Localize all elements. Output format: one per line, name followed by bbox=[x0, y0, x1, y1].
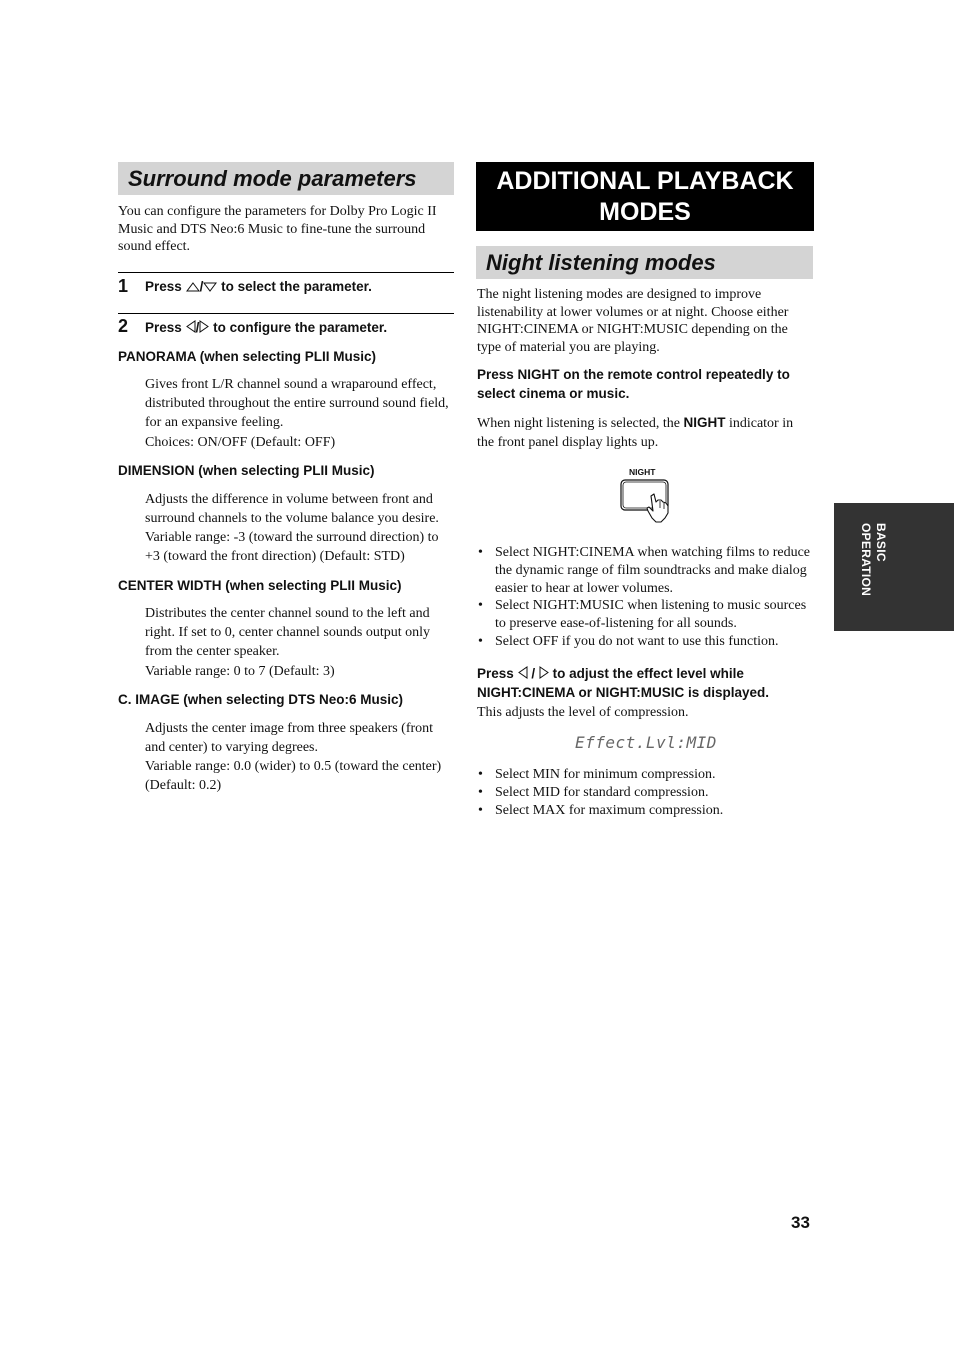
chapter-title-line2: MODES bbox=[599, 197, 691, 226]
step1-instruction bbox=[145, 278, 372, 296]
param-dimension-title: DIMENSION (when selecting PLII Music) bbox=[118, 463, 375, 478]
step2-sep: / bbox=[195, 320, 200, 335]
night-button-label: NIGHT bbox=[629, 467, 656, 477]
left-triangle-icon bbox=[186, 320, 196, 333]
param-center-width-range: Variable range: 0 to 7 (Default: 3) bbox=[145, 664, 335, 679]
step1-sep: / bbox=[199, 279, 204, 294]
effect-level-instruction bbox=[477, 665, 744, 683]
night-options-list bbox=[477, 544, 813, 651]
compression-note: This adjusts the level of compression. bbox=[477, 705, 689, 720]
list-item: • Select MAX for maximum compression. bbox=[477, 802, 813, 820]
chapter-title-line1: ADDITIONAL PLAYBACK bbox=[496, 166, 794, 195]
param-dimension-body: Adjusts the difference in volume between front and surround channels to the volume balance you desire. bbox=[145, 492, 439, 527]
section-heading-night: Night listening modes bbox=[476, 246, 813, 279]
param-c-image-body: Adjusts the center image from three speakers (front and center) to varying degrees. bbox=[145, 721, 434, 756]
right-triangle-icon bbox=[539, 666, 549, 679]
param-panorama-choices: Choices: ON/OFF (Default: OFF) bbox=[145, 435, 336, 450]
step1-rule bbox=[118, 272, 454, 273]
down-triangle-icon bbox=[203, 282, 217, 292]
page-number: 33 bbox=[791, 1213, 810, 1232]
step2-post: to configure the parameter. bbox=[213, 320, 388, 335]
chapter-title bbox=[476, 162, 814, 231]
param-panorama-body: Gives front L/R channel sound a wraparound effect, distributed throughout the entire surround sound field, for an expansive feeling. bbox=[145, 377, 449, 431]
compression-options-list bbox=[477, 766, 813, 819]
section-heading-surround: Surround mode parameters bbox=[118, 162, 454, 195]
night-note-post: indicator in the front panel display lights up. bbox=[477, 416, 794, 450]
param-dimension-range: Variable range: -3 (toward the surround direction) to +3 (toward the front direction) (Default: STD) bbox=[145, 530, 439, 565]
night-indicator-word: NIGHT bbox=[683, 415, 726, 430]
param-center-width-body: Distributes the center channel sound to the left and right. If set to 0, center channel sounds output only from the center speaker. bbox=[145, 606, 430, 660]
param-panorama-title: PANORAMA (when selecting PLII Music) bbox=[118, 349, 377, 364]
night-instruction: Press NIGHT on the remote control repeatedly to select cinema or music. bbox=[477, 367, 790, 401]
side-tab-basic-operation bbox=[834, 503, 954, 631]
list-item: • Select NIGHT:CINEMA when watching films to reduce the dynamic range of film soundtracks and make dialog easier to hear at lower volumes. bbox=[477, 544, 813, 597]
param-center-width-title: CENTER WIDTH (when selecting PLII Music) bbox=[118, 578, 402, 593]
step1-post: to select the parameter. bbox=[221, 279, 372, 294]
step2-rule bbox=[118, 313, 454, 314]
remote-button-press-icon bbox=[618, 478, 674, 526]
param-c-image-range: Variable range: 0.0 (wider) to 0.5 (toward the center) (Default: 0.2) bbox=[145, 759, 442, 794]
night-indicator-note bbox=[477, 413, 813, 452]
side-tab-label: BASIC OPERATION bbox=[859, 523, 888, 597]
left-triangle-icon bbox=[518, 666, 528, 679]
list-item: • Select OFF if you do not want to use this function. bbox=[477, 633, 813, 651]
effect-level-instruction-line2: NIGHT:CINEMA or NIGHT:MUSIC is displayed. bbox=[477, 685, 770, 700]
param-c-image-title: C. IMAGE (when selecting DTS Neo:6 Music) bbox=[118, 692, 404, 707]
step1-pre: Press bbox=[145, 279, 182, 294]
front-panel-display-text: Effect.Lvl:MID bbox=[575, 733, 717, 752]
right-triangle-icon bbox=[199, 320, 209, 333]
list-item: • Select MID for standard compression. bbox=[477, 784, 813, 802]
step2-pre: Press bbox=[145, 320, 182, 335]
effect-instr-pre: Press bbox=[477, 666, 514, 681]
night-note-pre: When night listening is selected, the bbox=[477, 416, 680, 431]
step1-number: 1 bbox=[118, 276, 129, 296]
effect-instr-post: to adjust the effect level while bbox=[552, 666, 744, 681]
surround-intro: You can configure the parameters for Dolby Pro Logic II Music and DTS Neo:6 Music to fine-tune the surround sound effect. bbox=[118, 204, 437, 255]
step2-number: 2 bbox=[118, 316, 129, 336]
step2-instruction bbox=[145, 319, 387, 337]
up-triangle-icon bbox=[186, 282, 200, 292]
list-item: • Select MIN for minimum compression. bbox=[477, 766, 813, 784]
list-item: • Select NIGHT:MUSIC when listening to music sources to preserve ease-of-listening for all sounds. bbox=[477, 597, 813, 633]
effect-instr-sep: / bbox=[531, 666, 536, 681]
night-intro: The night listening modes are designed to improve listenability at lower volumes or at night. Choose either NIGHT:CINEMA or NIGHT:MUSIC depending on the type of material you are playing. bbox=[477, 287, 789, 355]
